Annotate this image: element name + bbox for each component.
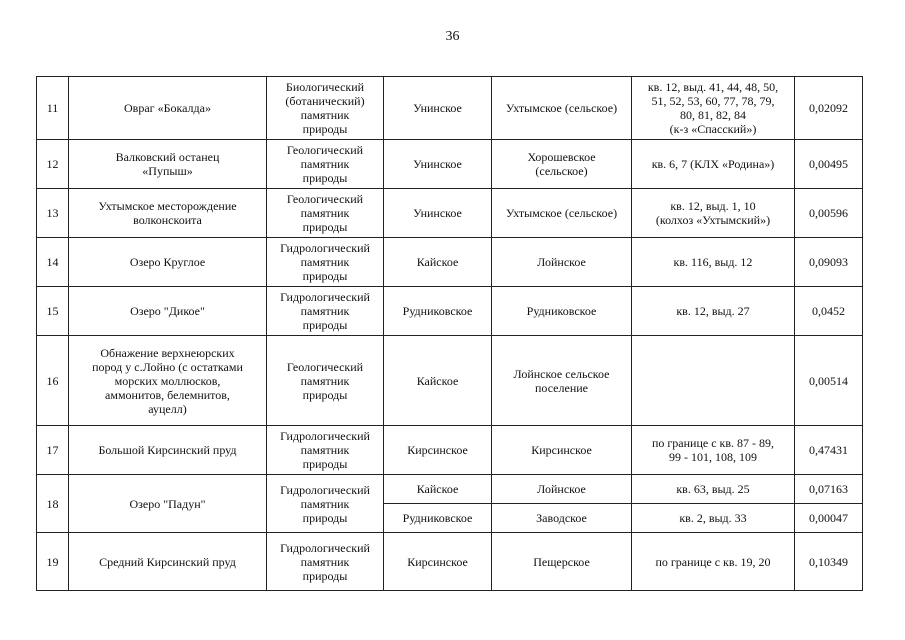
monument-type-line: памятник [300,443,350,457]
monument-type-line: памятник [300,157,350,171]
district: Унинское [384,189,492,238]
monument-type [267,189,384,238]
monument-type-line: памятник [300,554,350,569]
location-line: 80, 81, 82, 84 [680,108,746,122]
monument-type-line: памятник [300,304,350,318]
monument-type [267,533,384,591]
monument-name-line: ауцелл) [148,401,187,416]
monument-type-line: природы [302,220,348,234]
monument-name: Озеро Круглое [69,238,267,287]
table-row [37,77,863,140]
settlement-line: Хорошевское [527,150,596,164]
monument-name-line: «Пупыш» [142,164,193,178]
row-number: 16 [37,336,69,426]
monument-type-line: Гидрологический [280,482,370,497]
monument-type-line: памятник [300,496,350,511]
monument-type-line: природы [302,318,348,332]
location-line: по границе с кв. 19, 20 [655,554,771,569]
monument-type-line: Геологический [286,192,364,206]
area: 0,47431 [795,426,863,475]
settlement: Ухтымское (сельское) [492,189,632,238]
monument-type [267,426,384,475]
district: Кайское [384,336,492,426]
monument-type-line: Геологический [286,359,364,374]
monument-name [69,140,267,189]
monument-type-line: Биологический [285,80,365,94]
district: Рудниковское [384,504,492,533]
settlement-line: поселение [534,380,588,395]
area: 0,00596 [795,189,863,238]
location-line: кв. 12, выд. 1, 10 [670,199,756,213]
table-row [37,238,863,287]
settlement: Рудниковское [492,287,632,336]
monument-name: Большой Кирсинский пруд [69,426,267,475]
location [632,140,795,189]
area: 0,0452 [795,287,863,336]
monument-type-line: Геологический [286,143,364,157]
monument-name: Овраг «Бокалда» [69,77,267,140]
monument-type-line: памятник [300,108,350,122]
row-number: 19 [37,533,69,591]
monument-type-line: природы [302,568,348,583]
table-row [37,336,863,426]
settlement [492,140,632,189]
table-row [37,140,863,189]
table-row [37,287,863,336]
location-line: (колхоз «Ухтымский») [655,213,771,227]
monument-name-line: Валковский останец [115,150,220,164]
area: 0,00514 [795,336,863,426]
monument-name-line: морских моллюсков, [114,373,221,388]
monument-type-line: памятник [300,206,350,220]
monument-name: Средний Кирсинский пруд [69,533,267,591]
monument-name [69,336,267,426]
monument-type [267,140,384,189]
area: 0,10349 [795,533,863,591]
monument-type [267,238,384,287]
district: Кайское [384,475,492,504]
monument-type-line: природы [302,510,348,525]
monument-name: Озеро "Падун" [69,475,267,533]
location [632,189,795,238]
monument-name: Озеро "Дикое" [69,287,267,336]
area: 0,00047 [795,504,863,533]
district: Кайское [384,238,492,287]
monument-name-line: Обнажение верхнеюрских [100,345,235,360]
monument-type [267,336,384,426]
row-number: 15 [37,287,69,336]
monument-type-line: Гидрологический [280,290,370,304]
monument-type-line: природы [302,457,348,471]
location [632,77,795,140]
location-line: кв. 12, выд. 27 [676,304,750,318]
monument-type-line: Гидрологический [280,429,370,443]
location [632,533,795,591]
location-line: 99 - 101, 108, 109 [669,450,757,464]
settlement-line: Лойнское сельское [513,366,610,381]
page-number: 36 [445,29,460,44]
monument-type-line: (ботанический) [285,94,365,108]
location [632,426,795,475]
settlement: Лойнское [492,475,632,504]
district: Унинское [384,140,492,189]
location-line: (к-з «Спасский») [669,122,757,136]
monument-type-line: природы [302,269,348,283]
district: Рудниковское [384,287,492,336]
table-row [37,189,863,238]
monument-name-line: Ухтымское месторождение [98,199,237,213]
monument-type-line: природы [302,171,348,185]
row-number: 13 [37,189,69,238]
monument-type-line: Гидрологический [280,540,370,555]
district: Унинское [384,77,492,140]
location: кв. 2, выд. 33 [632,504,795,533]
monument-name-line: аммонитов, белемнитов, [105,387,230,402]
location-line: кв. 6, 7 (КЛХ «Родина») [651,157,775,171]
location-line: 51, 52, 53, 60, 77, 78, 79, [651,94,775,108]
row-number: 17 [37,426,69,475]
area: 0,00495 [795,140,863,189]
location [632,475,795,504]
monument-type-line: памятник [300,373,350,388]
monument-name-line: пород у с.Лойно (с остатками [92,359,243,374]
location-line: кв. 116, выд. 12 [673,255,753,269]
monument-type-line: Гидрологический [280,241,370,255]
location-line: кв. 12, выд. 41, 44, 48, 50, [647,80,779,94]
table-body [37,77,863,591]
location-line: по границе с кв. 87 - 89, [651,436,775,450]
district: Кирсинское [384,533,492,591]
row-number: 11 [37,77,69,140]
area: 0,07163 [795,475,863,504]
settlement: Пещерское [492,533,632,591]
table-row [37,533,863,591]
settlement-line: (сельское) [535,164,588,178]
location-line: кв. 63, выд. 25 [676,482,750,496]
settlement: Заводское [492,504,632,533]
monument-name-line: волконскоита [133,213,202,227]
monument-type [267,77,384,140]
area: 0,02092 [795,77,863,140]
monuments-table [36,76,863,591]
monument-type-line: памятник [300,255,350,269]
monument-name [69,189,267,238]
location [632,238,795,287]
settlement: Лойнское [492,238,632,287]
location [632,287,795,336]
location [632,336,795,426]
district: Кирсинское [384,426,492,475]
row-number: 12 [37,140,69,189]
area: 0,09093 [795,238,863,287]
settlement [492,336,632,426]
row-number: 14 [37,238,69,287]
table-row [37,426,863,475]
settlement: Ухтымское (сельское) [492,77,632,140]
settlement: Кирсинское [492,426,632,475]
monument-type-line: природы [302,122,348,136]
monument-type-line: природы [302,387,348,402]
monument-type [267,287,384,336]
table-row [37,475,863,504]
monument-type [267,475,384,533]
row-number: 18 [37,475,69,533]
